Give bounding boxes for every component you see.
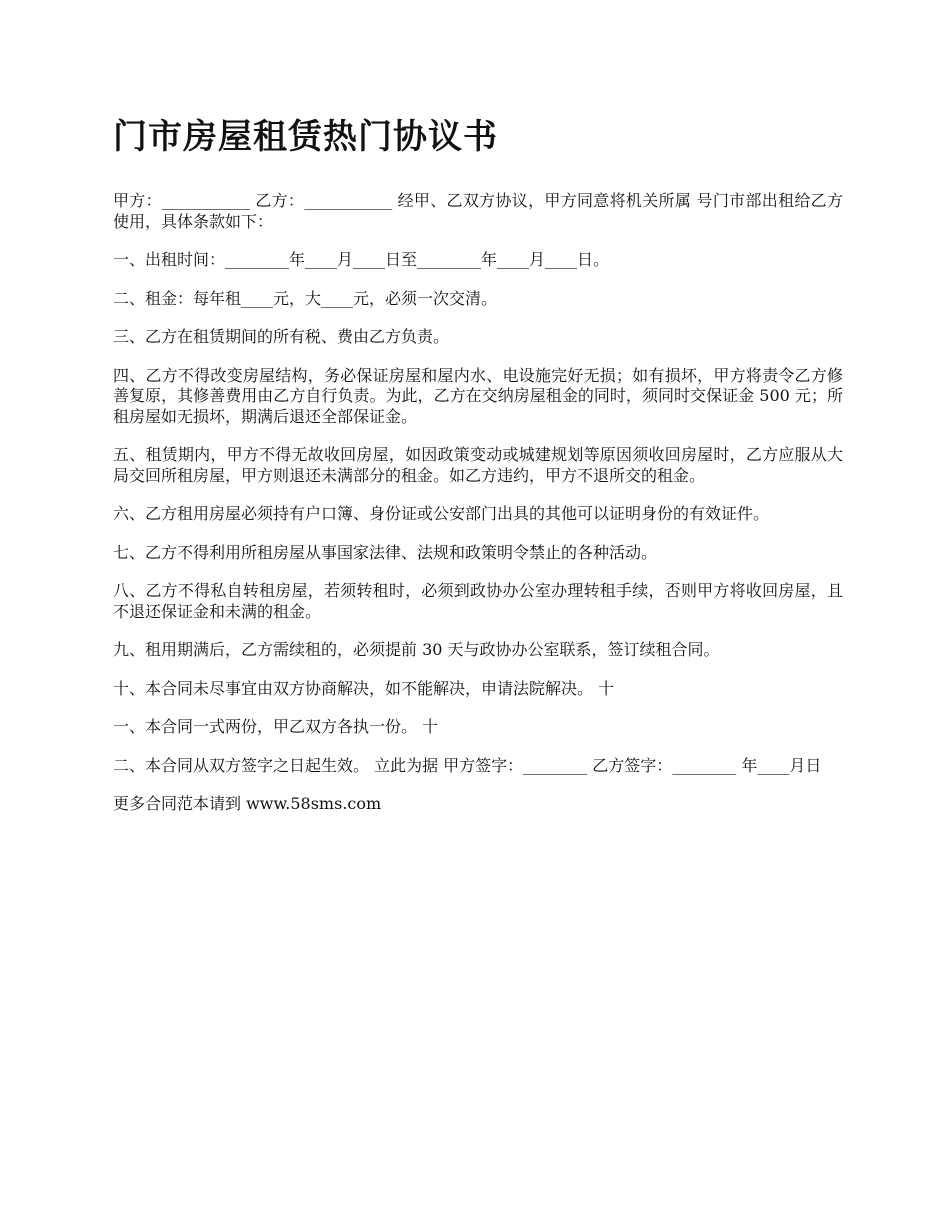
clause-2-rent: 二、租金：每年租____元，大____元，必须一次交清。 — [113, 288, 498, 308]
clause-5-early-termination: 五、租赁期内，甲方不得无故收回房屋，如因政策变动或城建规划等原因须收回房屋时，乙方应服从大局交回所租房屋，甲方则退还未满部分的租金。如乙方违约，甲方不退所交的租金。 — [113, 445, 843, 485]
document-title: 门市房屋租赁热门协议书 — [113, 117, 498, 157]
clause-4-structure-deposit: 四、乙方不得改变房屋结构，务必保证房屋和屋内水、电设施完好无损；如有损坏，甲方将责令乙方修善复原，其修善费用由乙方自行负责。为此，乙方在交纳房屋租金的同时，须同时交保证金 500 元；所租房屋如无损坏，期满后退还全部保证金。 — [113, 365, 843, 426]
clause-7-prohibited-activities: 七、乙方不得利用所租房屋从事国家法律、法规和政策明令禁止的各种活动。 — [113, 542, 658, 562]
clause-6-identification: 六、乙方租用房屋必须持有户口簿、身份证或公安部门出具的其他可以证明身份的有效证件。 — [113, 504, 770, 523]
clause-3-taxes: 三、乙方在租赁期间的所有税、费由乙方负责。 — [113, 327, 450, 346]
clause-11-copies: 一、本合同一式两份，甲乙双方各执一份。 十 — [113, 717, 439, 736]
document-page — [113, 112, 843, 833]
clause-10-disputes: 十、本合同未尽事宜由双方协商解决，如不能解决，申请法院解决。 十 — [113, 678, 615, 698]
clause-1-rental-period: 一、出租时间：________年____月____日至________年____月____日。 — [113, 250, 610, 269]
footer-website-note: 更多合同范本请到 www.58sms.com — [113, 794, 382, 813]
clause-8-subletting: 八、乙方不得私自转租房屋，若须转租时，必须到政协办公室办理转租手续，否则甲方将收回房屋，且不退还保证金和未满的租金。 — [113, 581, 843, 621]
intro-paragraph: 甲方：___________ 乙方：___________ 经甲、乙双方协议，甲方同意将机关所属 号门市部出租给乙方使用，具体条款如下： — [113, 191, 843, 231]
clause-9-renewal: 九、租用期满后，乙方需续租的，必须提前 30 天与政协办公室联系，签订续租合同。 — [113, 640, 720, 659]
clause-12-signatures: 二、本合同从双方签字之日起生效。 立此为据 甲方签字：________ 乙方签字：________ 年____月日 — [113, 755, 822, 775]
